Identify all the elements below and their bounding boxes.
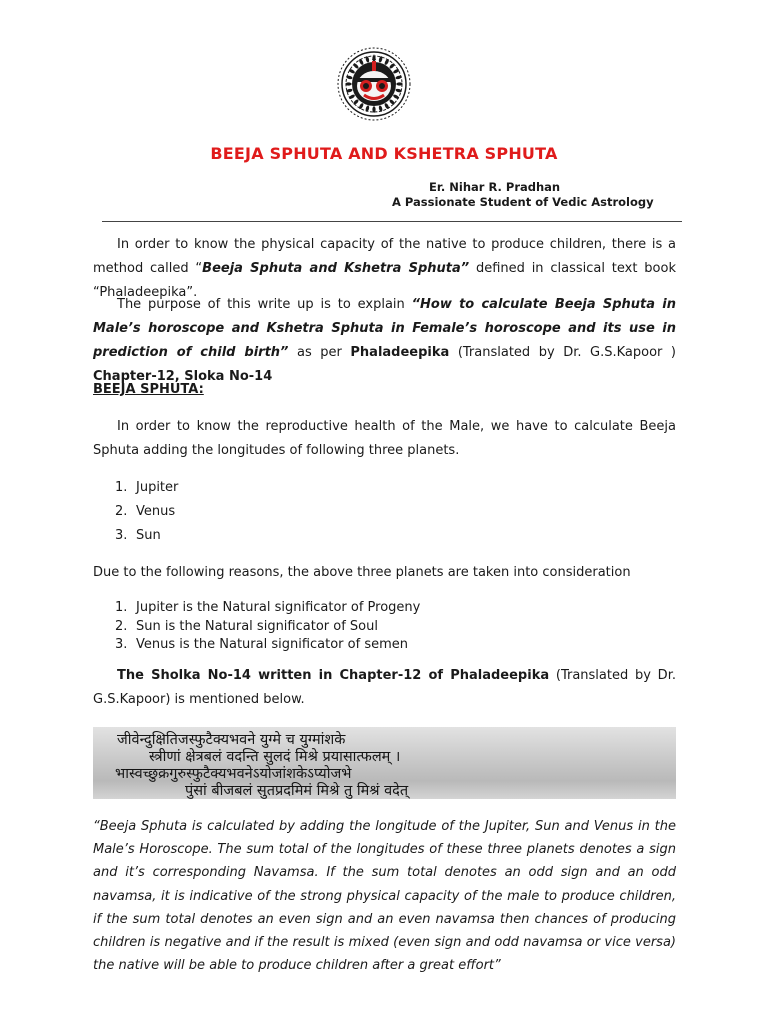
sloka-intro-tail: (Translated by Dr. G.S.Kapoor) is mentioned below. [93,668,676,707]
list-text: Jupiter [136,480,179,495]
intro-p1-emphasis: Beeja Sphuta and Kshetra Sphuta” [202,261,470,276]
sloka-line-2: स्त्रीणां क्षेत्रबलं वदन्ति सुलदं मिश्रे प्रयासात्फलम् । [149,749,401,765]
author-block [392,180,692,210]
sloka-intro [93,664,676,712]
list-item [115,599,420,618]
list-number: 3. [115,637,128,652]
sloka-intro-bold: The Sholka No-14 written in Chapter-12 of Phaladeepika [117,668,550,683]
list-item [115,636,420,655]
reasons-intro: Due to the following reasons, the above three planets are taken into consideration [93,565,631,580]
reasons-list [115,599,420,655]
list-number: 3. [115,528,128,543]
list-item [115,476,178,500]
sloka-line-3: भास्वच्छुक्रगुरुस्फुटैक्यभवनेऽयोजांशकेऽप्योजभे [115,766,352,782]
author-name: Er. Nihar R. Pradhan [429,180,561,194]
list-item [115,500,178,524]
list-text: Jupiter is the Natural significator of Progeny [136,600,421,615]
section-heading-beeja-sphuta: BEEJA SPHUTA: [93,382,204,397]
intro-p2-quote: “How to calculate Beeja Sphuta in Male’s horoscope and Kshetra Sphuta in Female’s horoscope and its use in prediction of child birth” [93,297,676,360]
list-text: Venus is the Natural significator of semen [136,637,408,652]
list-text: Sun [136,528,161,543]
header-divider [102,221,682,222]
document-title: BEEJA SPHUTA AND KSHETRA SPHUTA [210,144,558,163]
author-description: A Passionate Student of Vedic Astrology [392,195,654,209]
sanskrit-sloka-image [93,727,676,799]
intro-p2-translator: (Translated by Dr. G.S.Kapoor ) [449,345,677,360]
sloka-line-4: पुंसां बीजबलं सुतप्रदमिमं मिश्रे तु मिश्रं वदेत् [185,783,409,799]
intro-p2-chapter: Chapter-12, Sloka No-14 [93,369,273,384]
intro-p2-text: The purpose of this write up is to explain [117,297,412,312]
intro-p1-text: In order to know the physical capacity of the native to produce children, there is a method called “ [93,237,676,276]
list-text: Sun is the Natural significator of Soul [136,618,378,634]
list-number: 1. [115,480,128,495]
intro-paragraph-2 [93,293,676,389]
intro-p2-as-per: as per [288,345,351,360]
planet-list [115,476,178,548]
list-item [115,524,178,548]
intro-p1-tail: defined in classical text book “Phaladeepika”. [93,261,676,300]
list-item [115,618,420,637]
translation-quote: “Beeja Sphuta is calculated by adding the longitude of the Jupiter, Sun and Venus in the Male’s Horoscope. The sum total of the longitudes of these three planets denotes a sign and it’s corresponding Navamsa. If the sum total denotes an odd sign and an odd navamsa, it is indicative of the strong physical capacity of the male to produce children, if the sum total denotes an even sign and an even navamsa then chances of producing children is negative and if the result is mixed (even sign and odd navamsa or vice versa) the native will be able to produce children after a great effort” [93,819,676,974]
list-number: 2. [115,618,128,634]
jagannath-mandala-icon [336,46,412,122]
list-number: 1. [115,600,128,615]
list-number: 2. [115,504,128,519]
section-paragraph-1: In order to know the reproductive health of the Male, we have to calculate Beeja Sphuta adding the longitudes of following three planets. [93,419,676,458]
list-text: Venus [136,504,176,519]
sloka-line-1: जीवेन्दुक्षितिजस्फुटैक्यभवने युग्मे च युग्मांशके [117,732,346,748]
intro-p2-book: Phaladeepika [350,345,450,360]
